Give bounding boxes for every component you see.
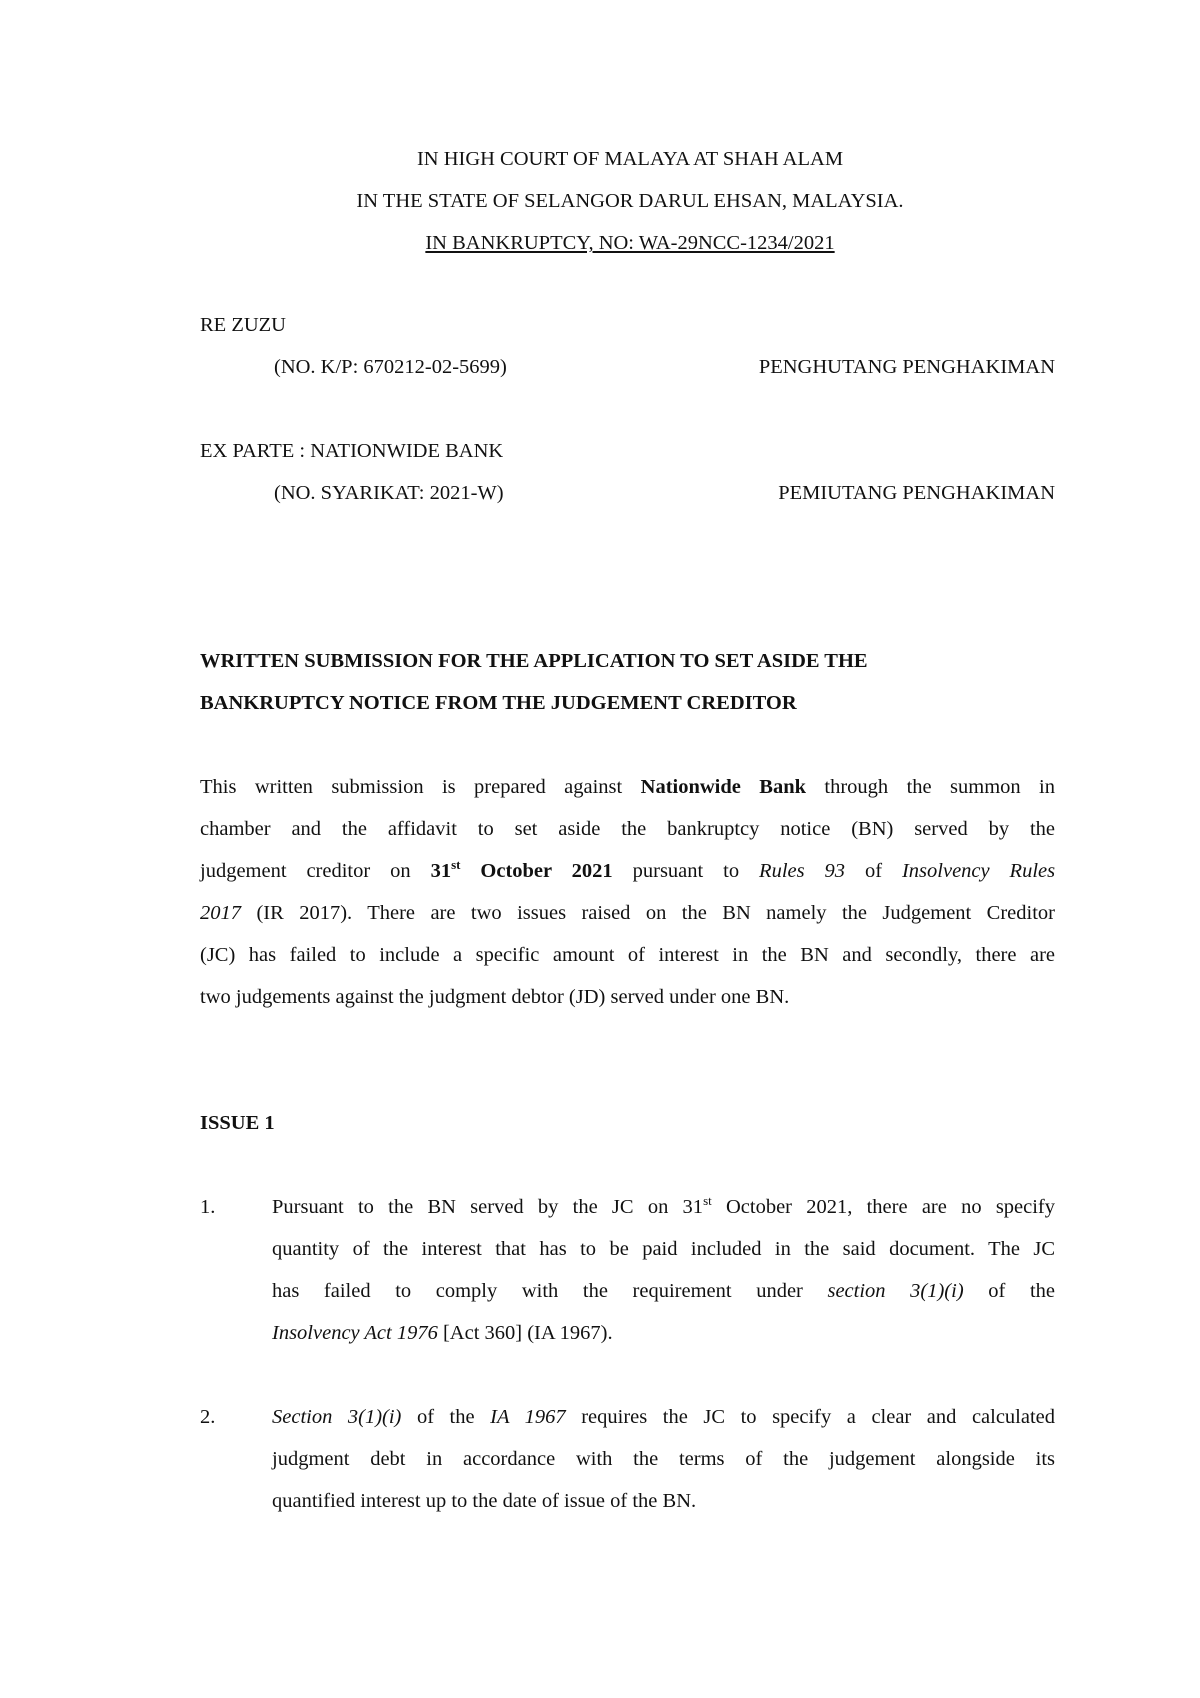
intro-line-3: judgement creditor on 31st October 2021 pursuant to Rules 93 of Insolvency Rules (200, 857, 1056, 882)
para-2-line-3: quantified interest up to the date of issue of the BN. (272, 1490, 697, 1512)
para-2-number: 2. (200, 1406, 216, 1428)
re-label: RE ZUZU (200, 314, 286, 336)
court-header-line2: IN THE STATE OF SELANGOR DARUL EHSAN, MALAYSIA. (356, 190, 904, 212)
intro-line-4: 2017 (IR 2017). There are two issues raised on the BN namely the Judgement Creditor (200, 902, 1055, 924)
para-1-number: 1. (200, 1196, 216, 1218)
intro-line-5: (JC) has failed to include a specific amount of interest in the BN and secondly, there are (200, 944, 1055, 966)
intro-line-2: chamber and the affidavit to set aside the bankruptcy notice (BN) served by the (200, 818, 1055, 840)
intro-line-1: This written submission is prepared against Nationwide Bank through the summon in (200, 776, 1055, 798)
submission-title-line1: WRITTEN SUBMISSION FOR THE APPLICATION TO SET ASIDE THE (200, 650, 868, 672)
para-1-line-3: has failed to comply with the requirement under section 3(1)(i) of the (272, 1280, 1056, 1302)
submission-title-line2: BANKRUPTCY NOTICE FROM THE JUDGEMENT CREDITOR (200, 692, 797, 714)
para-1-line-1: Pursuant to the BN served by the JC on 31st October 2021, there are no specify (272, 1193, 1056, 1218)
issue-1-heading: ISSUE 1 (200, 1112, 275, 1134)
court-header-line1: IN HIGH COURT OF MALAYA AT SHAH ALAM (416, 148, 844, 170)
intro-line-6: two judgements against the judgment debtor (JD) served under one BN. (200, 986, 790, 1008)
para-2-line-1: Section 3(1)(i) of the IA 1967 requires the JC to specify a clear and calculated (272, 1406, 1056, 1428)
creditor-id: (NO. SYARIKAT: 2021-W) (274, 482, 504, 504)
para-1-line-4: Insolvency Act 1976 [Act 360] (IA 1967). (272, 1322, 613, 1344)
debtor-role: PENGHUTANG PENGHAKIMAN (758, 356, 1055, 378)
debtor-id: (NO. K/P: 670212-02-5699) (274, 356, 507, 378)
case-number: IN BANKRUPTCY, NO: WA-29NCC-1234/2021 (425, 232, 835, 254)
ex-parte: EX PARTE : NATIONWIDE BANK (200, 440, 504, 462)
creditor-role: PEMIUTANG PENGHAKIMAN (778, 482, 1055, 504)
para-1-line-2: quantity of the interest that has to be paid included in the said document. The JC (272, 1238, 1055, 1260)
para-2-line-2: judgment debt in accordance with the terms of the judgement alongside its (272, 1448, 1055, 1470)
